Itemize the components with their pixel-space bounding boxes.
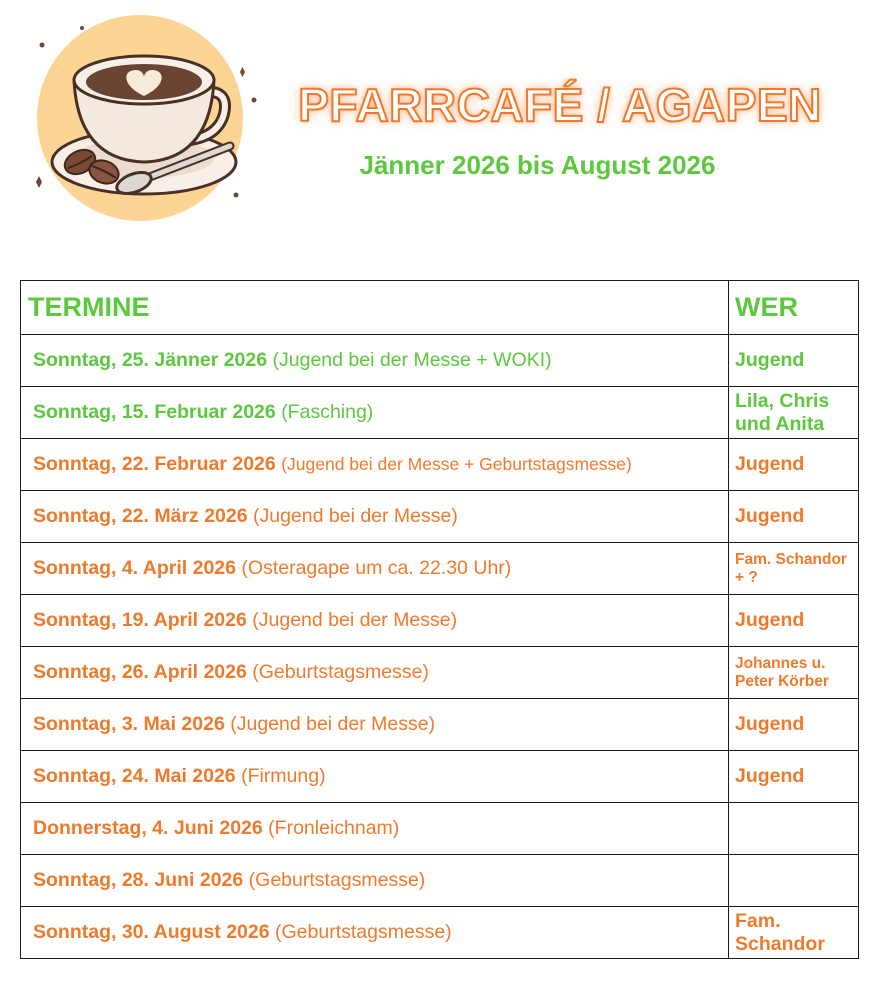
table-header-row — [21, 281, 859, 335]
termin-date: Sonntag, 28. Juni 2026 — [33, 869, 244, 891]
termin-date: Donnerstag, 4. Juni 2026 — [33, 817, 263, 839]
termin-note: (Geburtstagsmesse) — [275, 921, 452, 943]
table-row — [21, 595, 859, 647]
termin-cell — [21, 595, 729, 647]
termin-date: Sonntag, 25. Jänner 2026 — [33, 349, 268, 371]
termin-cell — [21, 751, 729, 803]
wer-cell: Fam. Schandor + ? — [729, 543, 859, 595]
header-wer: WER — [729, 281, 859, 335]
termin-note: (Jugend bei der Messe + Geburtstagsmesse) — [281, 454, 632, 474]
table-row — [21, 699, 859, 751]
termin-cell — [21, 699, 729, 751]
termin-note: (Geburtstagsmesse) — [252, 661, 429, 683]
termin-note: (Osteragape um ca. 22.30 Uhr) — [241, 557, 512, 579]
termin-cell — [21, 543, 729, 595]
termin-note: (Geburtstagsmesse) — [248, 869, 426, 891]
table-row — [21, 387, 859, 439]
termin-note: (Firmung) — [241, 765, 326, 787]
table-row — [21, 439, 859, 491]
table-row — [21, 803, 859, 855]
termin-cell — [21, 907, 729, 959]
page-subtitle: Jänner 2026 bis August 2026 — [359, 150, 716, 180]
termin-note: (Fasching) — [281, 401, 374, 423]
termin-date: Sonntag, 30. August 2026 — [33, 921, 270, 943]
table-row — [21, 543, 859, 595]
termin-date: Sonntag, 19. April 2026 — [33, 609, 247, 631]
termin-note: (Jugend bei der Messe) — [252, 609, 458, 631]
table-row — [21, 855, 859, 907]
schedule-table — [20, 280, 859, 959]
table-row — [21, 751, 859, 803]
termin-cell — [21, 387, 729, 439]
wer-cell: Jugend — [729, 751, 859, 803]
termin-cell — [21, 335, 729, 387]
wer-cell: Jugend — [729, 595, 859, 647]
wer-cell: Jugend — [729, 335, 859, 387]
termin-date: Sonntag, 4. April 2026 — [33, 557, 236, 579]
termin-note: (Jugend bei der Messe + WOKI) — [272, 349, 552, 371]
termin-date: Sonntag, 26. April 2026 — [33, 661, 247, 683]
wer-cell: Lila, Chris und Anita — [729, 387, 859, 439]
table-row — [21, 907, 859, 959]
termin-cell — [21, 439, 729, 491]
termin-cell — [21, 647, 729, 699]
wer-cell — [729, 855, 859, 907]
termin-cell — [21, 491, 729, 543]
coffee-cup-icon — [22, 10, 262, 230]
termin-note: (Jugend bei der Messe) — [253, 505, 458, 527]
termin-date: Sonntag, 22. Februar 2026 — [33, 453, 276, 475]
termin-date: Sonntag, 24. Mai 2026 — [33, 765, 236, 787]
page-title: PFARRCAFÉ / AGAPEN — [298, 79, 822, 131]
termin-note: (Fronleichnam) — [268, 817, 400, 839]
termin-date: Sonntag, 3. Mai 2026 — [33, 713, 225, 735]
wer-cell: Jugend — [729, 439, 859, 491]
wer-cell: Johannes u. Peter Körber — [729, 647, 859, 699]
table-row — [21, 647, 859, 699]
wer-cell: Jugend — [729, 699, 859, 751]
termin-cell — [21, 803, 729, 855]
termin-date: Sonntag, 15. Februar 2026 — [33, 401, 276, 423]
termin-note: (Jugend bei der Messe) — [230, 713, 436, 735]
table-row — [21, 335, 859, 387]
wer-cell: Jugend — [729, 491, 859, 543]
wer-cell — [729, 803, 859, 855]
termin-cell — [21, 855, 729, 907]
header-termine: TERMINE — [21, 281, 729, 335]
table-row — [21, 491, 859, 543]
wer-cell: Fam. Schandor — [729, 907, 859, 959]
termin-date: Sonntag, 22. März 2026 — [33, 505, 248, 527]
